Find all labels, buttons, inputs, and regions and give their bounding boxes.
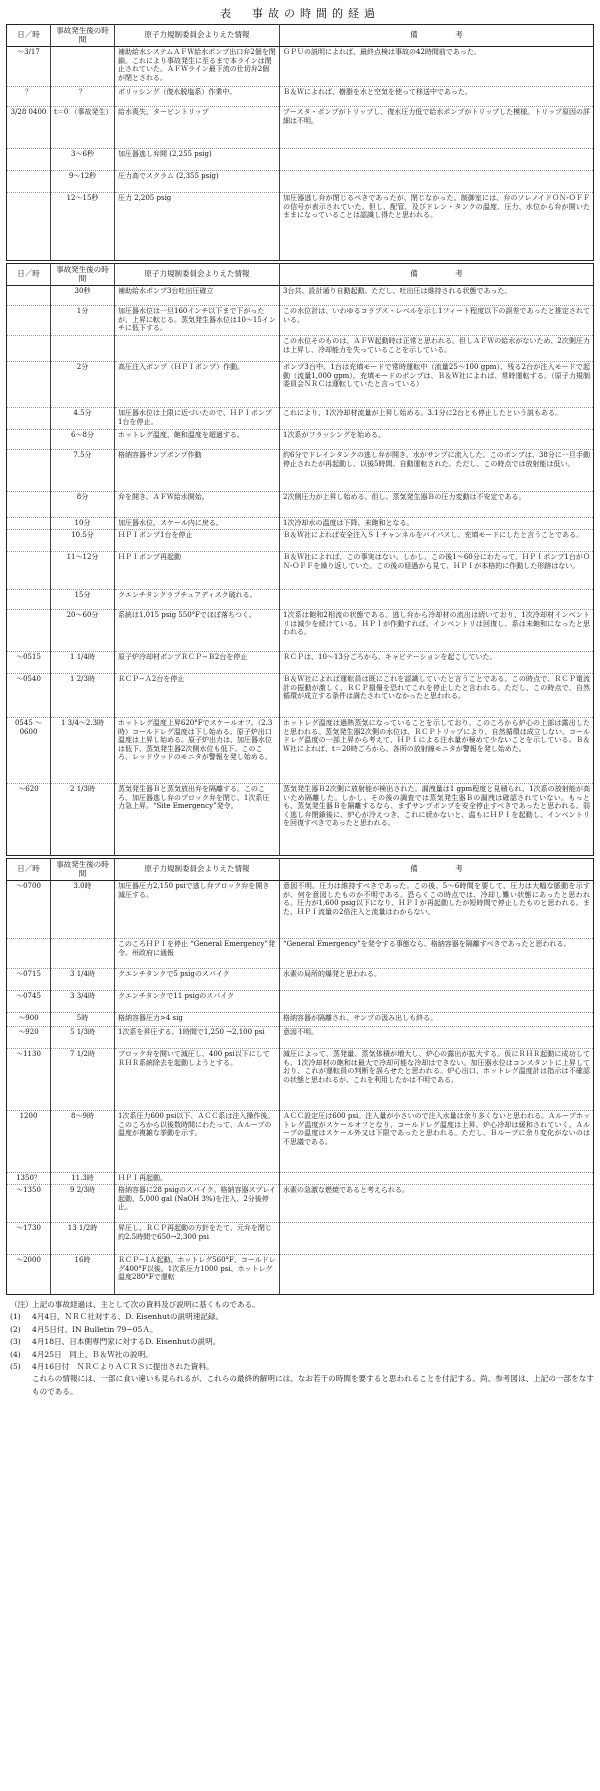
row-date bbox=[7, 492, 51, 518]
row-remark: 2次側圧力が上昇し始める。但し、蒸気発生器Ｂの圧力変動は不安定である。 bbox=[280, 492, 594, 518]
row-info: 弁を開き、ＡＦＷ給水開始。 bbox=[115, 492, 280, 518]
row-date: 1200 bbox=[7, 1111, 51, 1173]
timeline-table bbox=[6, 263, 594, 856]
row-date: 〜3/17 bbox=[7, 47, 51, 87]
row-elapsed: 7 1/2時 bbox=[51, 1049, 115, 1111]
note-text: 上記の事故経過は、主として次の資料及び説明に基くものである。 bbox=[32, 1300, 260, 1309]
row-date bbox=[7, 552, 51, 590]
table-row bbox=[7, 306, 594, 336]
note-item bbox=[10, 1311, 594, 1323]
row-elapsed: 3.0時 bbox=[51, 881, 115, 939]
row-date bbox=[7, 286, 51, 306]
table-row bbox=[7, 610, 594, 652]
table-row bbox=[7, 193, 594, 261]
row-remark bbox=[280, 1223, 594, 1255]
note-label: (2) bbox=[10, 1324, 21, 1334]
row-remark: 意図不明。圧力は維持すべきであった。この後、5〜6時間を要して、圧力は大幅な脈動を示すが、何を意図したものか不明である。恐らくこの時点では、冷却し難い状態にあったと思われる。圧力が1,600 psig以下になり、ＨＰＩが再起動したが短時間で停止したものと思われる。また、ＨＰＩ流量の2倍注入と流量はわからない。 bbox=[280, 881, 594, 939]
row-info: 1次系圧力600 psi以下、ＡＣＣ系は注入操作後。このころから以後数時間にわたって、Ａループの温度が複雑な挙動を示す。 bbox=[115, 1111, 280, 1173]
table-row bbox=[7, 87, 594, 107]
row-remark: 1次系がフラッシングを始める。 bbox=[280, 430, 594, 450]
row-elapsed: 5 1/3時 bbox=[51, 1027, 115, 1049]
note-label: (4) bbox=[10, 1349, 21, 1359]
row-info: ポリッシング（復水脱塩系）作業中。 bbox=[115, 87, 280, 107]
row-info: ＨＰＩ再起動。 bbox=[115, 1173, 280, 1185]
table-row bbox=[7, 674, 594, 718]
row-info: 圧力高でスクラム (2,355 psig) bbox=[115, 171, 280, 193]
row-info: 原子炉冷却材ポンプＲＣＰ−Ｂ2台を停止 bbox=[115, 652, 280, 674]
row-info: 圧力 2,205 psig bbox=[115, 193, 280, 261]
table-row bbox=[7, 47, 594, 87]
closing-remark: これらの情報には、一部に食い違いも見られるが、これらの最終的解明には、なお若干の時間を要すると思われることを付記する。尚、参考図は、上記の一部をなすものである。 bbox=[32, 1374, 594, 1396]
table-row bbox=[7, 149, 594, 171]
row-elapsed: 3 3/4時 bbox=[51, 991, 115, 1013]
table-row bbox=[7, 1255, 594, 1295]
row-elapsed: 10分 bbox=[51, 518, 115, 530]
row-info: ＨＰＩポンプ再起動 bbox=[115, 552, 280, 590]
row-info: 格納容器サンプポンプ作動 bbox=[115, 450, 280, 492]
row-remark: Ｂ＆Ｗによれば、樹脂を水と空気を使って移送中であった。 bbox=[280, 87, 594, 107]
row-info: ＲＣＰ−Ａ2台を停止 bbox=[115, 674, 280, 718]
row-elapsed: 30秒 bbox=[51, 286, 115, 306]
row-date: 〜0745 bbox=[7, 991, 51, 1013]
row-date: 〜0700 bbox=[7, 881, 51, 939]
row-info: ブロック弁を開いて減圧し、400 psi以下にしてＲＨＲ系統除去を起動しようとする。 bbox=[115, 1049, 280, 1111]
header-remarks: 備 考 bbox=[280, 859, 594, 881]
row-remark: ブースタ・ポンプがトリップし、復水圧力低で給水ポンプがトリップした模様。トリップ原因の詳細は不明。 bbox=[280, 107, 594, 149]
table-header-row bbox=[7, 264, 594, 286]
row-info: 高圧注入ポンプ（ＨＰＩポンプ）作動。 bbox=[115, 362, 280, 408]
row-remark: 水素の局所的爆発と思われる。 bbox=[280, 969, 594, 991]
row-elapsed: ？ bbox=[51, 87, 115, 107]
row-remark: ポンプ3台中、1台は充填モードで常時運転中（流量25〜100 gpm）、残る2台が注入モードで起動（流量1,000 gpm）。充填モードのポンプは、Ｂ＆Ｗ社によれば、常時運転する。（原子力規制委員会ＮＲＣは運転していたと言っている） bbox=[280, 362, 594, 408]
row-remark: 1次冷却水の温度は下降、未飽和となる。 bbox=[280, 518, 594, 530]
row-elapsed: 3〜6秒 bbox=[51, 149, 115, 171]
row-info: 昇圧し、ＲＣＰ再起動の方針をたて、元弁を閉じ約2.5時間で650→2,300 psi bbox=[115, 1223, 280, 1255]
row-date: 〜620 bbox=[7, 784, 51, 856]
row-remark: Ｂ＆Ｗ社によれば安全注入ＳＩチャンネルをバイパスし、充填モードにしたと言うことである。 bbox=[280, 530, 594, 552]
row-elapsed: 8〜9時 bbox=[51, 1111, 115, 1173]
row-info: ホットレグ温度上昇620°Fでスケールオフ。（2.3時）コールドレグ温度は下し始める。原子炉出口温度は上昇し始める。原子炉出力は、加圧器水位は低下、蒸気発生器2次側水位も低下。このころ、レッドウッドのモニタが警報を発し始める。 bbox=[115, 718, 280, 784]
row-info: 系統は1,015 psig 550°Fでほぼ落ちつく。 bbox=[115, 610, 280, 652]
header-elapsed: 事故発生後の時間 bbox=[51, 25, 115, 47]
row-elapsed: 15分 bbox=[51, 590, 115, 610]
header-date: 日／時 bbox=[7, 25, 51, 47]
row-date: 〜1130 bbox=[7, 1049, 51, 1111]
table-row bbox=[7, 430, 594, 450]
document-title: 表 事故の時間的経過 bbox=[220, 7, 380, 20]
row-date bbox=[7, 193, 51, 261]
note-item bbox=[10, 1336, 594, 1348]
table-row bbox=[7, 336, 594, 362]
row-info: ＲＣＰ−1Ａ起動、ホットレグ560°F、コールドレグ400°F以後、1次系圧力1000 psi、ホットレグ温度280°Fで運転 bbox=[115, 1255, 280, 1295]
row-remark: ＲＣＰは、10〜13分ごろから、キャビテーションを起こしていた。 bbox=[280, 652, 594, 674]
row-remark: ＡＣＣ設定圧は600 psi。注入量が小さいので注入水量は余り多くないと思われる。Ａループホットレグ温度がスケールオフとなり、コールドレグ温度は上昇、炉心冷却は緩和されていく。Ａループの温度はスケール外又は下限であったと思われる。ただし、Ｂループに余り変化がないのは不思議である。 bbox=[280, 1111, 594, 1173]
table-row bbox=[7, 107, 594, 149]
row-elapsed: 1 3/4〜2.3時 bbox=[51, 718, 115, 784]
note-text: 4月4日、ＮＲＣ社対する、D. Eisenhutの説明速記録。 bbox=[32, 1312, 224, 1322]
table-row bbox=[7, 286, 594, 306]
row-date bbox=[7, 530, 51, 552]
note-text: 4月5日付、IN Bulletin 79−05Ａ。 bbox=[32, 1324, 158, 1334]
row-remark bbox=[280, 149, 594, 171]
row-remark: “General Emergency”を発令する事態なら、格納容器を隔離すべきであったと思われる。 bbox=[280, 939, 594, 969]
row-date: 〜900 bbox=[7, 1013, 51, 1027]
table-row bbox=[7, 590, 594, 610]
row-date bbox=[7, 450, 51, 492]
note-text: 4月25日 同上、Ｂ＆Ｗ社の説明。 bbox=[32, 1349, 153, 1359]
row-remark: 1次系は飽和2相流の状態である。逃し弁から冷却材の流出は続いており、1次冷却材インベントリは減少を続けている。ＨＰＩが作動すれば、インベントリは回復し、系は未飽和になったと思われる。 bbox=[280, 610, 594, 652]
table-row bbox=[7, 1111, 594, 1173]
row-date: 〜0515 bbox=[7, 652, 51, 674]
row-remark: 約6分でドレインタンクの逃し弁が開き、水がサンプに流入した。このポンプは、38分に一旦手動停止されたが再起動し、以後5時間、自動運転された。ただし、この時点では放射能は低い。 bbox=[280, 450, 594, 492]
table-row bbox=[7, 1049, 594, 1111]
row-remark bbox=[280, 1255, 594, 1295]
note-item bbox=[10, 1299, 594, 1311]
row-info: このころＨＰＩを停止 “General Emergency”発令。州政府に通報 bbox=[115, 939, 280, 969]
row-info: 加圧器水位は一旦160インチ以下まで下がったが、上昇に転じる。蒸気発生器水位は10〜15インチに低下する。 bbox=[115, 306, 280, 336]
table-row bbox=[7, 1027, 594, 1049]
row-elapsed: t＝0 （事故発生） bbox=[51, 107, 115, 149]
note-text: 4月18日、日本側専門家に対するD. Eisenhutの説明。 bbox=[32, 1337, 221, 1347]
row-remark bbox=[280, 171, 594, 193]
header-remarks: 備 考 bbox=[280, 264, 594, 286]
note-label: (3) bbox=[10, 1337, 21, 1347]
table-row bbox=[7, 784, 594, 856]
table-row bbox=[7, 518, 594, 530]
row-info: クエンチタンクで5 psigのスパイク bbox=[115, 969, 280, 991]
row-elapsed: 3 1/4時 bbox=[51, 969, 115, 991]
header-elapsed: 事故発生後の時間 bbox=[51, 264, 115, 286]
note-label: (1) bbox=[10, 1312, 21, 1322]
row-remark: Ｂ＆Ｗ社によれば、この事実はない。しかし、この後1〜60分にわたって、ＨＰＩポンプ1台がＯＮ-ＯＦＦを繰り返していた。この後の経過から見て、ＨＰＩが本格的に作動した形跡はない。 bbox=[280, 552, 594, 590]
table-row bbox=[7, 362, 594, 408]
row-elapsed bbox=[51, 47, 115, 87]
row-elapsed: 12〜15秒 bbox=[51, 193, 115, 261]
row-remark: 加圧器逃し弁が閉じるべきであったが、閉じなかった。制御室には、弁のソレノイドＯＮ-ＯＦＦの信号が表示されていた。但し、配管、及びドレン・タンクの温度、圧力、水位から弁が開いたままになっていることは認識し得たと思われる。 bbox=[280, 193, 594, 261]
row-info: 加圧器逃し弁開 (2,255 psig) bbox=[115, 149, 280, 171]
row-info: 加圧器水位、スケール内に戻る。 bbox=[115, 518, 280, 530]
row-date: 〜0540 bbox=[7, 674, 51, 718]
row-remark: 減圧によって、蒸発量、蒸気体積が増大し、炉心の露出が拡大する。仮にＲＨＲ起動に成功しても、1次冷却材の飽和は最大で冷却可能な冷却はできない。加圧器水位はコンスタントに上昇しており、これが運転員の判断を誤らせたと思われる。炉心出口、ホットレグ温度計は指示は不確認の状態と思われるが、これを利用したかは不明である。 bbox=[280, 1049, 594, 1111]
row-elapsed: 13 1/2時 bbox=[51, 1223, 115, 1255]
row-elapsed: 5時 bbox=[51, 1013, 115, 1027]
table-header-row bbox=[7, 859, 594, 881]
table-row bbox=[7, 652, 594, 674]
table-row bbox=[7, 881, 594, 939]
row-elapsed: 10.5分 bbox=[51, 530, 115, 552]
row-remark: 格納容器が隔離され、サンプの汲み出しも終る。 bbox=[280, 1013, 594, 1027]
note-label: (5) bbox=[10, 1362, 21, 1372]
table-row bbox=[7, 939, 594, 969]
note-text: 4月16日付 ＮＲＣよりＡＣＲＳに提出された資料。 bbox=[32, 1362, 214, 1372]
row-date bbox=[7, 408, 51, 430]
row-info: 蒸気発生器Ｂと蒸気放出弁を隔離する。このころ、加圧器逃し弁のブロック弁を閉じ、1次系圧力急上昇。“Site Emergency”発令。 bbox=[115, 784, 280, 856]
header-info: 原子力規制委員会よりえた情報 bbox=[115, 264, 280, 286]
row-date: 1350？ bbox=[7, 1173, 51, 1185]
row-elapsed: 2分 bbox=[51, 362, 115, 408]
row-elapsed: 16時 bbox=[51, 1255, 115, 1295]
header-remarks: 備 考 bbox=[280, 25, 594, 47]
row-elapsed: 9 2/3時 bbox=[51, 1185, 115, 1223]
header-elapsed: 事故発生後の時間 bbox=[51, 859, 115, 881]
row-info: 加圧器水位は上限に近づいたので、ＨＰＩポンプ1台を停止。 bbox=[115, 408, 280, 430]
timeline-table bbox=[6, 24, 594, 261]
row-elapsed: 1 1/4時 bbox=[51, 652, 115, 674]
timeline-table bbox=[6, 858, 594, 1295]
row-elapsed: 8分 bbox=[51, 492, 115, 518]
row-elapsed: 6〜8分 bbox=[51, 430, 115, 450]
row-remark: 水素の急激な燃焼であると考えられる。 bbox=[280, 1185, 594, 1223]
header-date: 日／時 bbox=[7, 859, 51, 881]
table-row bbox=[7, 991, 594, 1013]
notes-section bbox=[6, 1299, 594, 1398]
row-info: 給水喪失、タービントリップ bbox=[115, 107, 280, 149]
row-date: 3/28 0400 bbox=[7, 107, 51, 149]
table-row bbox=[7, 1185, 594, 1223]
row-elapsed: 20〜60分 bbox=[51, 610, 115, 652]
row-info: ホットレグ温度、飽和温度を超過する。 bbox=[115, 430, 280, 450]
row-info: ＨＰＩポンプ1台を停止 bbox=[115, 530, 280, 552]
row-info: 格納容器に28 psigのスパイク。格納容器スプレイ起動、5,000 gal (NaOH 3%)を注入、2分後停止。 bbox=[115, 1185, 280, 1223]
notes-list bbox=[10, 1299, 594, 1373]
row-date: 〜1350 bbox=[7, 1185, 51, 1223]
row-date: 0545 〜0600 bbox=[7, 718, 51, 784]
table-row bbox=[7, 1013, 594, 1027]
row-date: 〜920 bbox=[7, 1027, 51, 1049]
row-info: クエンチタンクラプチュアディスク破れる。 bbox=[115, 590, 280, 610]
row-elapsed: 1分 bbox=[51, 306, 115, 336]
row-remark: ＧＰＵの説明によれば、最終点検は事故の42時間前であった。 bbox=[280, 47, 594, 87]
row-elapsed: 11.3時 bbox=[51, 1173, 115, 1185]
row-date bbox=[7, 306, 51, 336]
row-date: 〜0715 bbox=[7, 969, 51, 991]
timeline-tables bbox=[6, 24, 594, 1295]
row-info: 補助給水システムＡＦＷ給水ポンプ出口弁2個を閉鎖。これにより事故発生に至るまで本ラインは閉止されていた。ＡＦＷライン最下流の仕切弁2個が閉とされる。 bbox=[115, 47, 280, 87]
row-info: 補助給水ポンプ3台吐出圧確立 bbox=[115, 286, 280, 306]
row-remark bbox=[280, 1173, 594, 1185]
table-row bbox=[7, 450, 594, 492]
table-row bbox=[7, 718, 594, 784]
header-info: 原子力規制委員会よりえた情報 bbox=[115, 25, 280, 47]
row-date: 〜2000 bbox=[7, 1255, 51, 1295]
row-elapsed bbox=[51, 939, 115, 969]
table-header-row bbox=[7, 25, 594, 47]
note-item bbox=[10, 1324, 594, 1336]
row-date bbox=[7, 939, 51, 969]
row-date bbox=[7, 336, 51, 362]
row-date bbox=[7, 590, 51, 610]
note-item bbox=[10, 1349, 594, 1361]
row-remark: 蒸気発生器Ｂ2次側に放射能が検出された。漏洩量は1 gpm程度と見積られ、1次系の放射能が高いため隔離した。しかし、その後の調査では蒸気発生器Ｂの漏洩は確認されていない。もっとも、蒸気発生器Ｂを隔離するなら、まずサンプポンプを安全停止すべきであったと思われる。弱く逃し弁閉鎖後に、炉心が冷えつき、これに続かないと、温もにＨＰＩを起動し、インベントリを回復すべきであったと思われる。 bbox=[280, 784, 594, 856]
table-row bbox=[7, 969, 594, 991]
table-row bbox=[7, 552, 594, 590]
row-remark bbox=[280, 590, 594, 610]
row-elapsed: 4.5分 bbox=[51, 408, 115, 430]
row-elapsed: 9〜12秒 bbox=[51, 171, 115, 193]
row-elapsed: 2 1/3時 bbox=[51, 784, 115, 856]
row-date bbox=[7, 362, 51, 408]
row-date bbox=[7, 610, 51, 652]
row-date: 〜1730 bbox=[7, 1223, 51, 1255]
row-date bbox=[7, 171, 51, 193]
row-elapsed bbox=[51, 336, 115, 362]
table-row bbox=[7, 530, 594, 552]
row-remark: この水位そのものは、ＡＦＷ起動時は正常と思われる。但しＡＦＷの給水がないため、2次側圧力は上昇し、冷却能力を失っていることを示している。 bbox=[280, 336, 594, 362]
table-row bbox=[7, 171, 594, 193]
header-info: 原子力規制委員会よりえた情報 bbox=[115, 859, 280, 881]
note-label: （注） bbox=[10, 1300, 33, 1309]
row-remark: ホットレグ温度は過熱蒸気になっていることを示しており、このころから炉心の上部は露出したと思われる。蒸気発生器2次側の水位は、ＲＣＰトリップにより、自然循環は成立しない。コールドレグ温度の一部上昇から考えて、ＨＰＩによる注水量が極めて少ないことを示している。Ｂ＆Ｗ社によれば、t＝20時ごろから、各所の放射線モニタが警報を発し始めた。 bbox=[280, 718, 594, 784]
table-row bbox=[7, 408, 594, 430]
row-remark: この水位計は、いわゆるコラプス・レベルを示し1フィート程度以下の誤差であったと推定されている。 bbox=[280, 306, 594, 336]
table-row bbox=[7, 1223, 594, 1255]
row-date bbox=[7, 430, 51, 450]
note-item bbox=[10, 1361, 594, 1373]
row-info: クエンチタンクで11 psigのスパイク bbox=[115, 991, 280, 1013]
row-date bbox=[7, 518, 51, 530]
row-info: 格納容器圧力>4 sig bbox=[115, 1013, 280, 1027]
row-date bbox=[7, 149, 51, 171]
header-date: 日／時 bbox=[7, 264, 51, 286]
table-row bbox=[7, 492, 594, 518]
row-remark bbox=[280, 991, 594, 1013]
table-row bbox=[7, 1173, 594, 1185]
row-remark: これにより、1次冷却材流量が上昇し始める。3.1分に2台とも停止したという説もある。 bbox=[280, 408, 594, 430]
row-date: ？ bbox=[7, 87, 51, 107]
row-elapsed: 1 2/3時 bbox=[51, 674, 115, 718]
row-info: 加圧器圧力2,150 psiで逃し弁ブロック弁を開き減圧する。 bbox=[115, 881, 280, 939]
row-remark: 3台共、設計通り自動起動。ただし、吐出圧は維持される状態であった。 bbox=[280, 286, 594, 306]
row-remark: 意図不明。 bbox=[280, 1027, 594, 1049]
row-elapsed: 7.5分 bbox=[51, 450, 115, 492]
row-remark: Ｂ＆Ｗ社によれば運転員は既にこれを認識していたと言うことである。この時点で、ＲＣＰ電流計の振動が激しく、ＲＣＰ損傷を恐れてこれを停止したと言われる。ただし、この時点で、自然循環が成立する条件は満たされていなかったと思われる。 bbox=[280, 674, 594, 718]
row-info: 1次系を昇圧する。1時間で1,250 →2,100 psi bbox=[115, 1027, 280, 1049]
row-info bbox=[115, 336, 280, 362]
row-elapsed: 11〜12分 bbox=[51, 552, 115, 590]
